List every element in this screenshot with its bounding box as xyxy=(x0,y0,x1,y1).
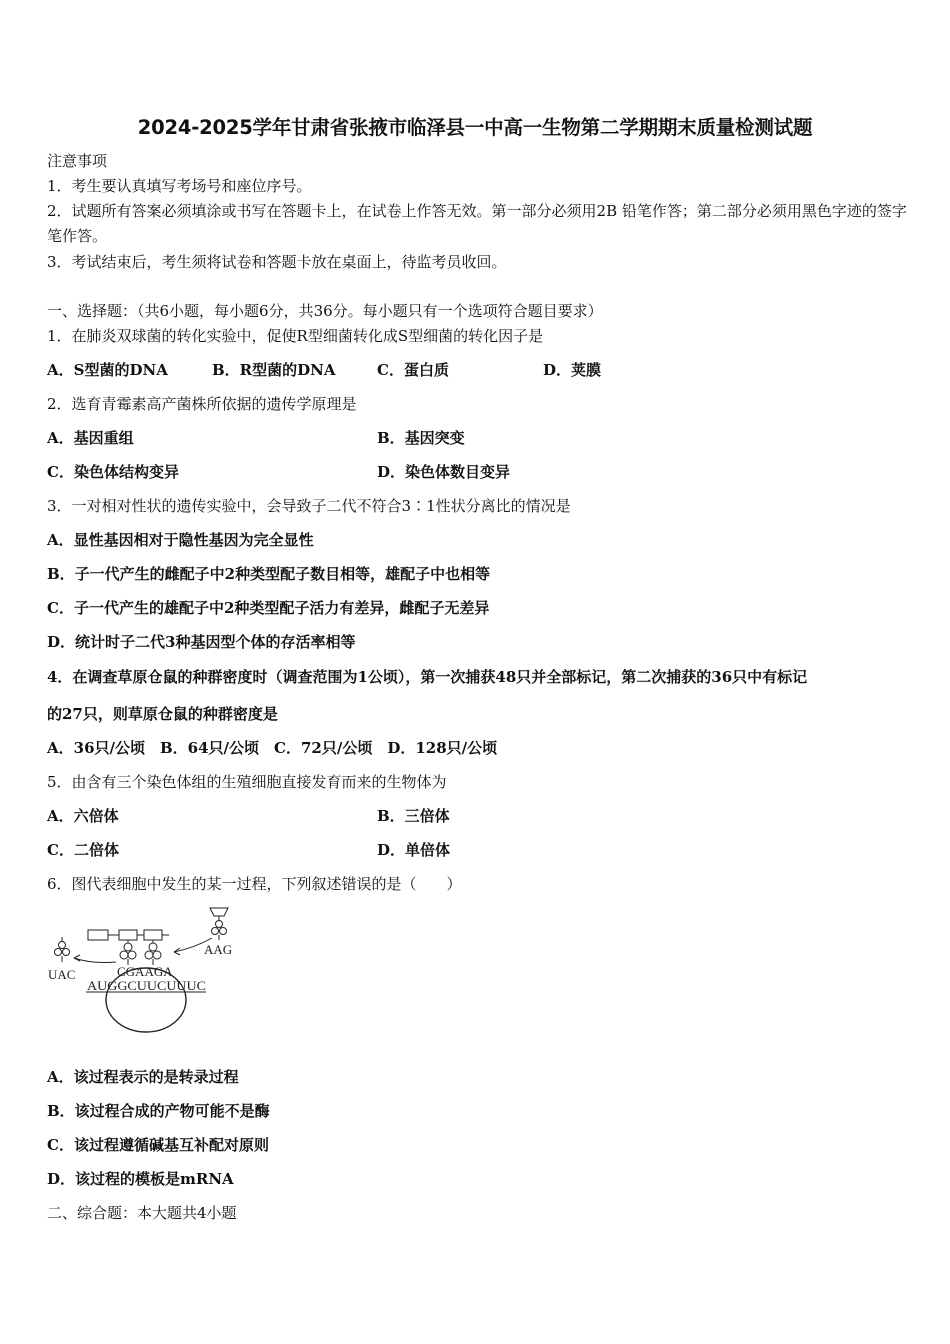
trna-left-icon xyxy=(120,940,136,965)
question-6-stem: 6．图代表细胞中发生的某一过程，下列叙述错误的是（ ） xyxy=(47,875,462,893)
trna-incoming-icon xyxy=(210,908,228,940)
section-1-heading: 一、选择题：（共6小题，每小题6分，共36分。每小题只有一个选项符合题目要求） xyxy=(47,302,603,320)
question-4-stem-line-1: 4．在调查草原仓鼠的种群密度时（调查范围为1公顷），第一次捕获48只并全部标记，第二次捕获的36只中有标记 xyxy=(47,668,808,686)
question-5-option-b: B．三倍体 xyxy=(377,807,450,825)
question-1-option-d: D．荚膜 xyxy=(543,361,602,379)
translation-diagram xyxy=(44,902,244,1042)
question-6-option-b: B．该过程合成的产物可能不是酶 xyxy=(47,1102,270,1120)
question-1-option-b: B．R型菌的DNA xyxy=(212,361,336,379)
question-2-stem: 2．选育青霉素高产菌株所依据的遗传学原理是 xyxy=(47,395,357,413)
notice-heading: 注意事项 xyxy=(47,152,108,170)
question-6-option-c: C．该过程遵循碱基互补配对原则 xyxy=(47,1136,269,1154)
question-3-option-a: A．显性基因相对于隐性基因为完全显性 xyxy=(47,531,314,549)
question-1-stem: 1．在肺炎双球菌的转化实验中，促使R型细菌转化成S型细菌的转化因子是 xyxy=(47,327,544,345)
label-uac: UAC xyxy=(48,967,76,982)
question-1-option-c: C．蛋白质 xyxy=(377,361,449,379)
question-5-option-a: A．六倍体 xyxy=(47,807,119,825)
exit-arrow xyxy=(74,958,116,963)
notice-item-3: 3．考试结束后，考生须将试卷和答题卡放在桌面上，待监考员收回。 xyxy=(47,253,507,271)
question-3-option-b: B．子一代产生的雌配子中2种类型配子数目相等，雄配子中也相等 xyxy=(47,565,491,583)
notice-item-2: 2．试题所有答案必须填涂或书写在答题卡上，在试卷上作答无效。第一部分必须用2B 铅笔作答；第二部分必须用黑色字迹的签字笔作答。 xyxy=(47,202,907,245)
amino-acid-box xyxy=(119,930,137,940)
question-3-option-c: C．子一代产生的雄配子中2种类型配子活力有差异，雌配子无差异 xyxy=(47,599,490,617)
label-anticodons: CGAAGA xyxy=(117,964,173,979)
question-5-option-c: C．二倍体 xyxy=(47,841,119,859)
question-4-options: A．36只/公顷 B．64只/公顷 C．72只/公顷 D．128只/公顷 xyxy=(47,739,498,757)
amino-acid-box xyxy=(88,930,108,940)
question-2-option-d: D．染色体数目变异 xyxy=(377,463,511,481)
question-5-stem: 5．由含有三个染色体组的生殖细胞直接发育而来的生物体为 xyxy=(47,773,447,791)
page-title: 2024-2025学年甘肃省张掖市临泽县一中高一生物第二学期期末质量检测试题 xyxy=(137,116,813,139)
question-1-option-a: A．S型菌的DNA xyxy=(47,361,168,379)
question-2-option-c: C．染色体结构变异 xyxy=(47,463,179,481)
question-6-option-d: D．该过程的模板是mRNA xyxy=(47,1170,234,1188)
question-5-option-d: D．单倍体 xyxy=(377,841,451,859)
notice-item-1: 1．考生要认真填写考场号和座位序号。 xyxy=(47,177,312,195)
question-2-option-b: B．基因突变 xyxy=(377,429,465,447)
trna-departing-icon xyxy=(55,937,70,962)
trna-right-icon xyxy=(145,940,161,965)
section-2-heading: 二、综合题：本大题共4小题 xyxy=(47,1204,237,1222)
label-aag: AAG xyxy=(204,942,233,957)
amino-acid-box xyxy=(144,930,162,940)
label-mrna: AUGGCUUCUUUC xyxy=(87,978,206,993)
question-2-option-a: A．基因重组 xyxy=(47,429,134,447)
question-3-option-d: D．统计时子二代3种基因型个体的存活率相等 xyxy=(47,633,356,651)
question-6-option-a: A．该过程表示的是转录过程 xyxy=(47,1068,239,1086)
question-4-stem-line-2: 的27只，则草原仓鼠的种群密度是 xyxy=(47,705,278,723)
question-3-stem: 3．一对相对性状的遗传实验中，会导致子二代不符合3∶1性状分离比的情况是 xyxy=(47,497,571,515)
